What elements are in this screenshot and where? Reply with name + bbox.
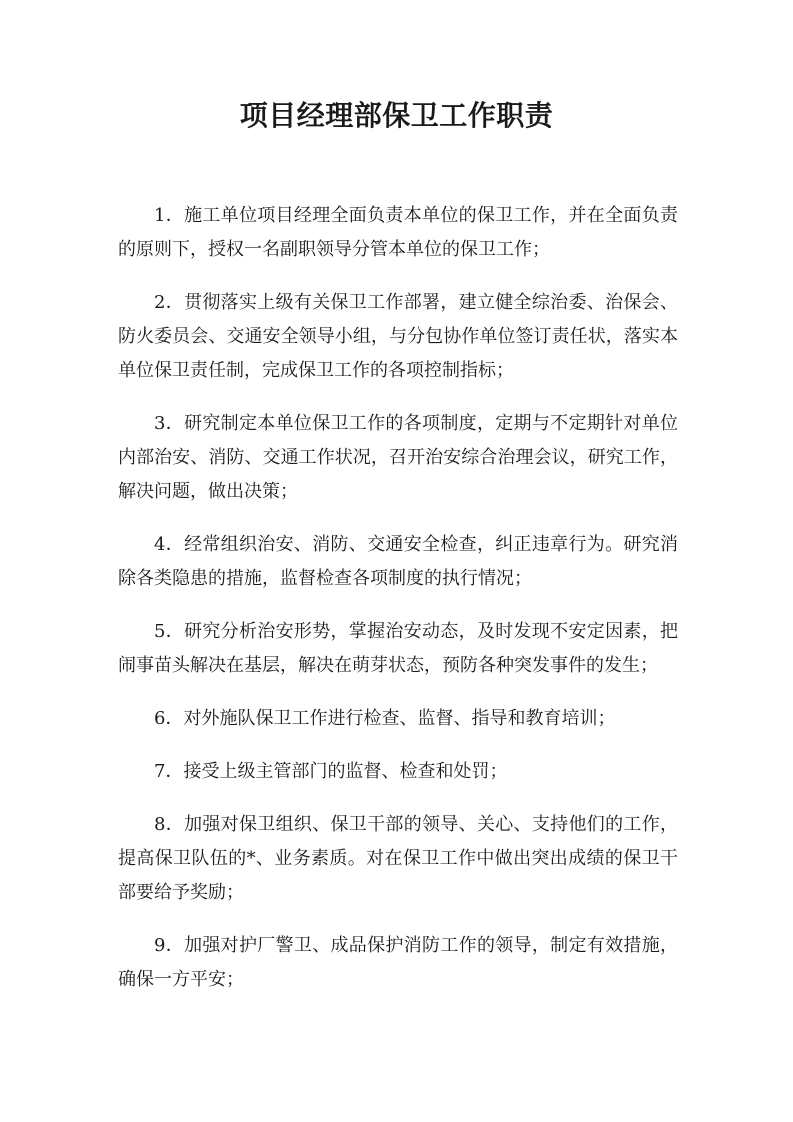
document-title: 项目经理部保卫工作职责 [239,99,554,132]
document-body [118,199,678,1016]
duty-item-9: 9．加强对护厂警卫、成品保护消防工作的领导，制定有效措施，确保一方平安； [118,935,678,990]
duty-item-2: 2．贯彻落实上级有关保卫工作部署，建立健全综治委、治保会、防火委员会、交通安全领导小组，与分包协作单位签订责任状，落实本单位保卫责任制，完成保卫工作的各项控制指标； [118,292,678,381]
duty-item-8: 8．加强对保卫组织、保卫干部的领导、关心、支持他们的工作，提高保卫队伍的*、业务素质。对在保卫工作中做出突出成绩的保卫干部要给予奖励； [118,814,678,903]
duty-item-1: 1．施工单位项目经理全面负责本单位的保卫工作，并在全面负责的原则下，授权一名副职领导分管本单位的保卫工作； [118,205,678,260]
duty-item-3: 3．研究制定本单位保卫工作的各项制度，定期与不定期针对单位内部治安、消防、交通工作状况，召开治安综合治理会议，研究工作，解决问题，做出决策； [118,413,678,502]
duty-item-7: 7．接受上级主管部门的监督、检查和处罚； [154,761,508,782]
duty-item-6: 6．对外施队保卫工作进行检查、监督、指导和教育培训； [154,708,616,729]
duty-item-5: 5．研究分析治安形势，掌握治安动态，及时发现不安定因素，把闹事苗头解决在基层，解决在萌芽状态，预防各种突发事件的发生； [118,621,678,676]
duty-item-4: 4．经常组织治安、消防、交通安全检查，纠正违章行为。研究消除各类隐患的措施，监督检查各项制度的执行情况； [118,534,678,589]
